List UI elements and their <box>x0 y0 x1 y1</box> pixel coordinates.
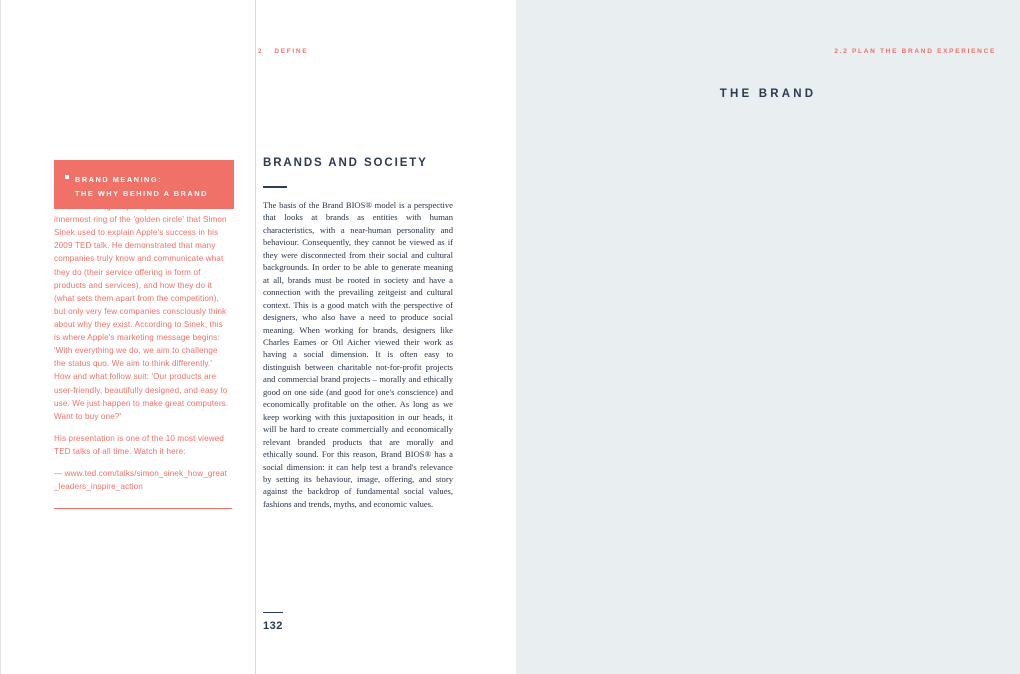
page-edge-divider <box>0 0 1 674</box>
sidebar-title-line2: THE WHY BEHIND A BRAND <box>75 189 208 198</box>
body-paragraph: The basis of the Brand BIOS® model is a perspective that looks at brands as entities with human characteristics, with a near-human personality and behaviour. Consequently, they cannot be viewed as if they were disconnected from their social and cultural backgrounds. In order to be able to generate meaning at all, brands must be rooted in society and have a connection with the prevailing zeitgeist and cultural context. This is a good match with the perspective of designers, who also have a need to produce social meaning. When working for brands, designers like Charles Eames or Otl Aicher viewed their work as having a social dimension. It is often easy to distinguish between charitable not-for-profit projects and commercial brand projects – morally and ethically good on one side (and good for one's conscience) and economically profitable on the other. As long as we keep working with this juxtaposition in our heads, it will be hard to create commercially and economically relevant branded products that are morally and ethically sound. For this reason, Brand BIOS® has a social dimension: it can help test a brand's relevance by setting its behaviour, image, offering, and story against the backdrop of fundamental social values, fashions and trends, myths, and economic values. <box>263 200 453 509</box>
sidebar-paragraph-1: Brand meaning is synonymous with the innermost ring of the 'golden circle' that Simon Sinek used to explain Apple's success in his 2009 TED talk. He demonstrated that many companies truly know and communicate what they do (their service offering in form of products and services), and how they do it (what sets them apart from the competition), but only very few companies consciously think about why they exist. According to Sinek, this is where Apple's marketing message begins: 'With everything we do, we aim to challenge the status quo. We aim to think differently.' How and what follow suit: 'Our products are user-friendly, beautifully designed, and easy to use. We just happen to make great computers. Want to buy one?' <box>54 202 229 421</box>
running-head-right: 2.2 PLAN THE BRAND EXPERIENCE <box>834 48 996 55</box>
folio-section-label: DEFINE <box>274 48 309 55</box>
page-number-rule-left <box>263 612 283 613</box>
sidebar-link[interactable]: — www.ted.com/talks/simon_sinek_how_great_leaders_inspire_action <box>54 469 228 492</box>
sidebar-bottom-rule <box>54 508 232 509</box>
title-rule <box>263 186 287 188</box>
sidebar-paragraph-2: His presentation is one of the 10 most viewed TED talks of all time. Watch it here: <box>54 433 225 456</box>
sidebar-title-line1: BRAND MEANING: <box>75 175 163 184</box>
body-text <box>263 199 453 510</box>
running-head-left <box>258 48 308 55</box>
page-number-left: 132 <box>263 620 283 632</box>
diagram-title: THE BRAND <box>719 88 817 100</box>
folio-chapter-number: 2 <box>258 48 264 55</box>
square-bullet-icon <box>65 175 69 179</box>
column-divider <box>255 0 256 674</box>
right-page <box>516 0 1020 674</box>
page-title: BRANDS AND SOCIETY <box>263 157 428 169</box>
sidebar-note <box>54 200 230 502</box>
